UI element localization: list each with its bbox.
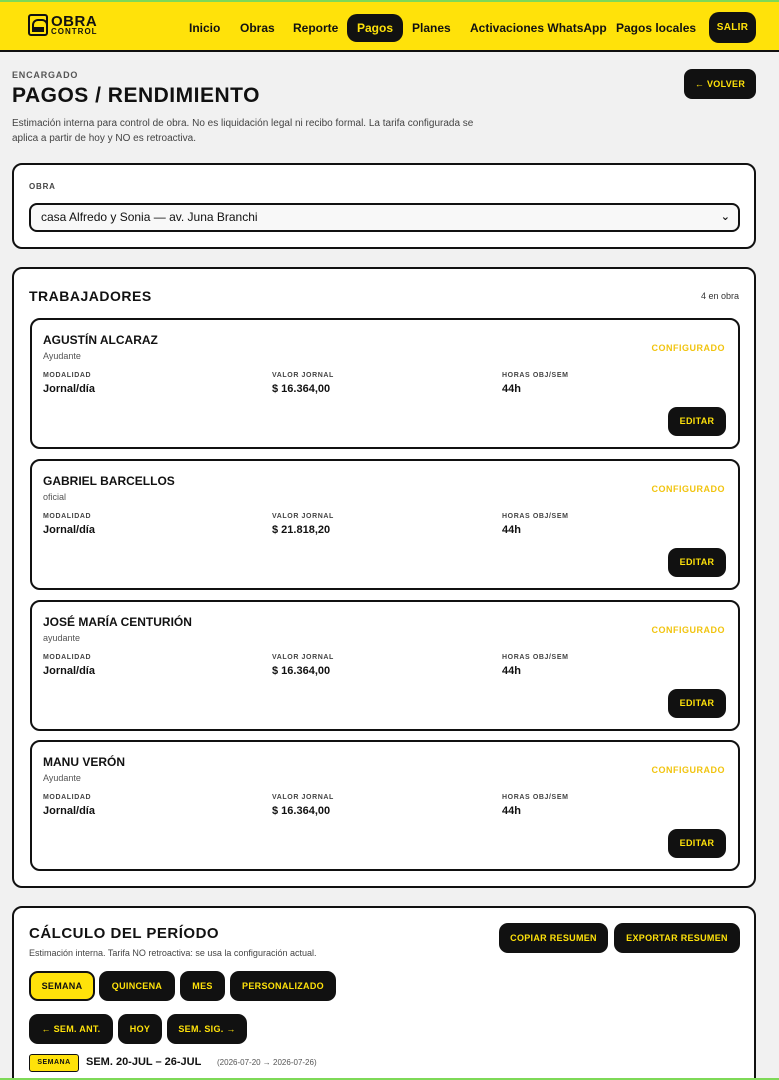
calc-subtitle: Estimación interna. Tarifa NO retroactiva: se usa la configuración actual.	[29, 948, 317, 958]
value-amount: $ 16.364,00	[272, 805, 331, 817]
hours-label: HORAS OBJ/SEM	[502, 794, 569, 801]
status-badge: CONFIGURADO	[651, 625, 725, 635]
period-tab-mes[interactable]: MES	[180, 971, 225, 1001]
period-label: SEM. 20-JUL – 26-JUL	[86, 1056, 202, 1068]
value-label: VALOR JORNAL	[272, 654, 334, 661]
modality-value: Jornal/día	[43, 805, 95, 817]
logo-line1: OBRA	[51, 12, 98, 30]
period-calc-card	[12, 906, 756, 1080]
modality-label: MODALIDAD	[43, 654, 92, 661]
hours-label: HORAS OBJ/SEM	[502, 654, 569, 661]
nav-link-activaciones-whatsapp[interactable]: Activaciones WhatsApp	[470, 21, 607, 35]
worker-name: MANU VERÓN	[43, 755, 126, 769]
modality-label: MODALIDAD	[43, 513, 92, 520]
worker-name: GABRIEL BARCELLOS	[43, 474, 175, 488]
chevron-down-icon: ⌄	[720, 211, 730, 223]
value-amount: $ 16.364,00	[272, 383, 331, 395]
workers-card	[12, 267, 756, 888]
status-badge: CONFIGURADO	[651, 343, 725, 353]
prev-week-button[interactable]: ← SEM. ANT.	[29, 1014, 113, 1044]
hours-value: 44h	[502, 383, 521, 395]
worker-card	[30, 600, 740, 731]
edit-button[interactable]: EDITAR	[668, 689, 726, 718]
worker-name: AGUSTÍN ALCARAZ	[43, 333, 158, 347]
obra-card	[12, 163, 756, 249]
back-button[interactable]: ← VOLVER	[684, 69, 756, 99]
edit-button[interactable]: EDITAR	[668, 407, 726, 436]
workers-title: TRABAJADORES	[29, 288, 152, 304]
value-label: VALOR JORNAL	[272, 513, 334, 520]
nav-link-planes[interactable]: Planes	[412, 21, 451, 35]
value-amount: $ 21.818,20	[272, 524, 331, 536]
today-button[interactable]: HOY	[118, 1014, 162, 1044]
status-badge: CONFIGURADO	[651, 484, 725, 494]
obra-label: OBRA	[29, 182, 56, 191]
worker-card	[30, 459, 740, 590]
period-tab-quincena[interactable]: QUINCENA	[99, 971, 175, 1001]
nav-link-pagos[interactable]: Pagos	[347, 14, 403, 42]
worker-role: Ayudante	[43, 351, 81, 361]
value-amount: $ 16.364,00	[272, 665, 331, 677]
period-badge: SEMANA	[29, 1054, 79, 1072]
helmet-icon	[28, 14, 48, 36]
nav-link-pagos-locales[interactable]: Pagos locales	[616, 21, 697, 35]
logo[interactable]	[28, 14, 98, 36]
period-tab-personalizado[interactable]: PERSONALIZADO	[230, 971, 336, 1001]
hours-label: HORAS OBJ/SEM	[502, 513, 569, 520]
edit-button[interactable]: EDITAR	[668, 829, 726, 858]
modality-label: MODALIDAD	[43, 794, 92, 801]
navbar	[0, 2, 779, 52]
worker-role: Ayudante	[43, 773, 81, 783]
status-badge: CONFIGURADO	[651, 765, 725, 775]
logout-button[interactable]: SALIR	[709, 12, 756, 43]
modality-value: Jornal/día	[43, 665, 95, 677]
modality-value: Jornal/día	[43, 524, 95, 536]
worker-role: oficial	[43, 492, 67, 502]
worker-card	[30, 740, 740, 871]
value-label: VALOR JORNAL	[272, 794, 334, 801]
nav-link-obras[interactable]: Obras	[240, 21, 275, 35]
worker-name: JOSÉ MARÍA CENTURIÓN	[43, 615, 192, 629]
page-title: PAGOS / RENDIMIENTO	[12, 84, 260, 107]
value-label: VALOR JORNAL	[272, 372, 334, 379]
page-description: Estimación interna para control de obra. No es liquidación legal ni recibo formal. La tarifa configurada se aplica a partir de hoy y NO es retroactiva.	[12, 118, 474, 144]
obra-select[interactable]	[29, 203, 740, 232]
calc-title: CÁLCULO DEL PERÍODO	[29, 925, 220, 942]
hours-value: 44h	[502, 665, 521, 677]
worker-card	[30, 318, 740, 449]
worker-role: ayudante	[43, 633, 81, 643]
export-summary-button[interactable]: EXPORTAR RESUMEN	[614, 923, 740, 953]
hours-value: 44h	[502, 524, 521, 536]
period-range: (2026-07-20 → 2026-07-26)	[217, 1058, 317, 1067]
hours-value: 44h	[502, 805, 521, 817]
logo-line2: CONTROL	[51, 27, 98, 37]
modality-value: Jornal/día	[43, 383, 95, 395]
copy-summary-button[interactable]: COPIAR RESUMEN	[499, 923, 608, 953]
period-tab-semana[interactable]: SEMANA	[29, 971, 95, 1001]
role-eyebrow: ENCARGADO	[12, 70, 79, 80]
modality-label: MODALIDAD	[43, 372, 92, 379]
obra-select-value: casa Alfredo y Sonia — av. Juna Branchi	[41, 210, 258, 224]
nav-link-reporte[interactable]: Reporte	[293, 21, 339, 35]
nav-link-inicio[interactable]: Inicio	[189, 21, 221, 35]
edit-button[interactable]: EDITAR	[668, 548, 726, 577]
next-week-button[interactable]: SEM. SIG. →	[167, 1014, 247, 1044]
workers-count: 4 en obra	[700, 291, 739, 301]
hours-label: HORAS OBJ/SEM	[502, 372, 569, 379]
